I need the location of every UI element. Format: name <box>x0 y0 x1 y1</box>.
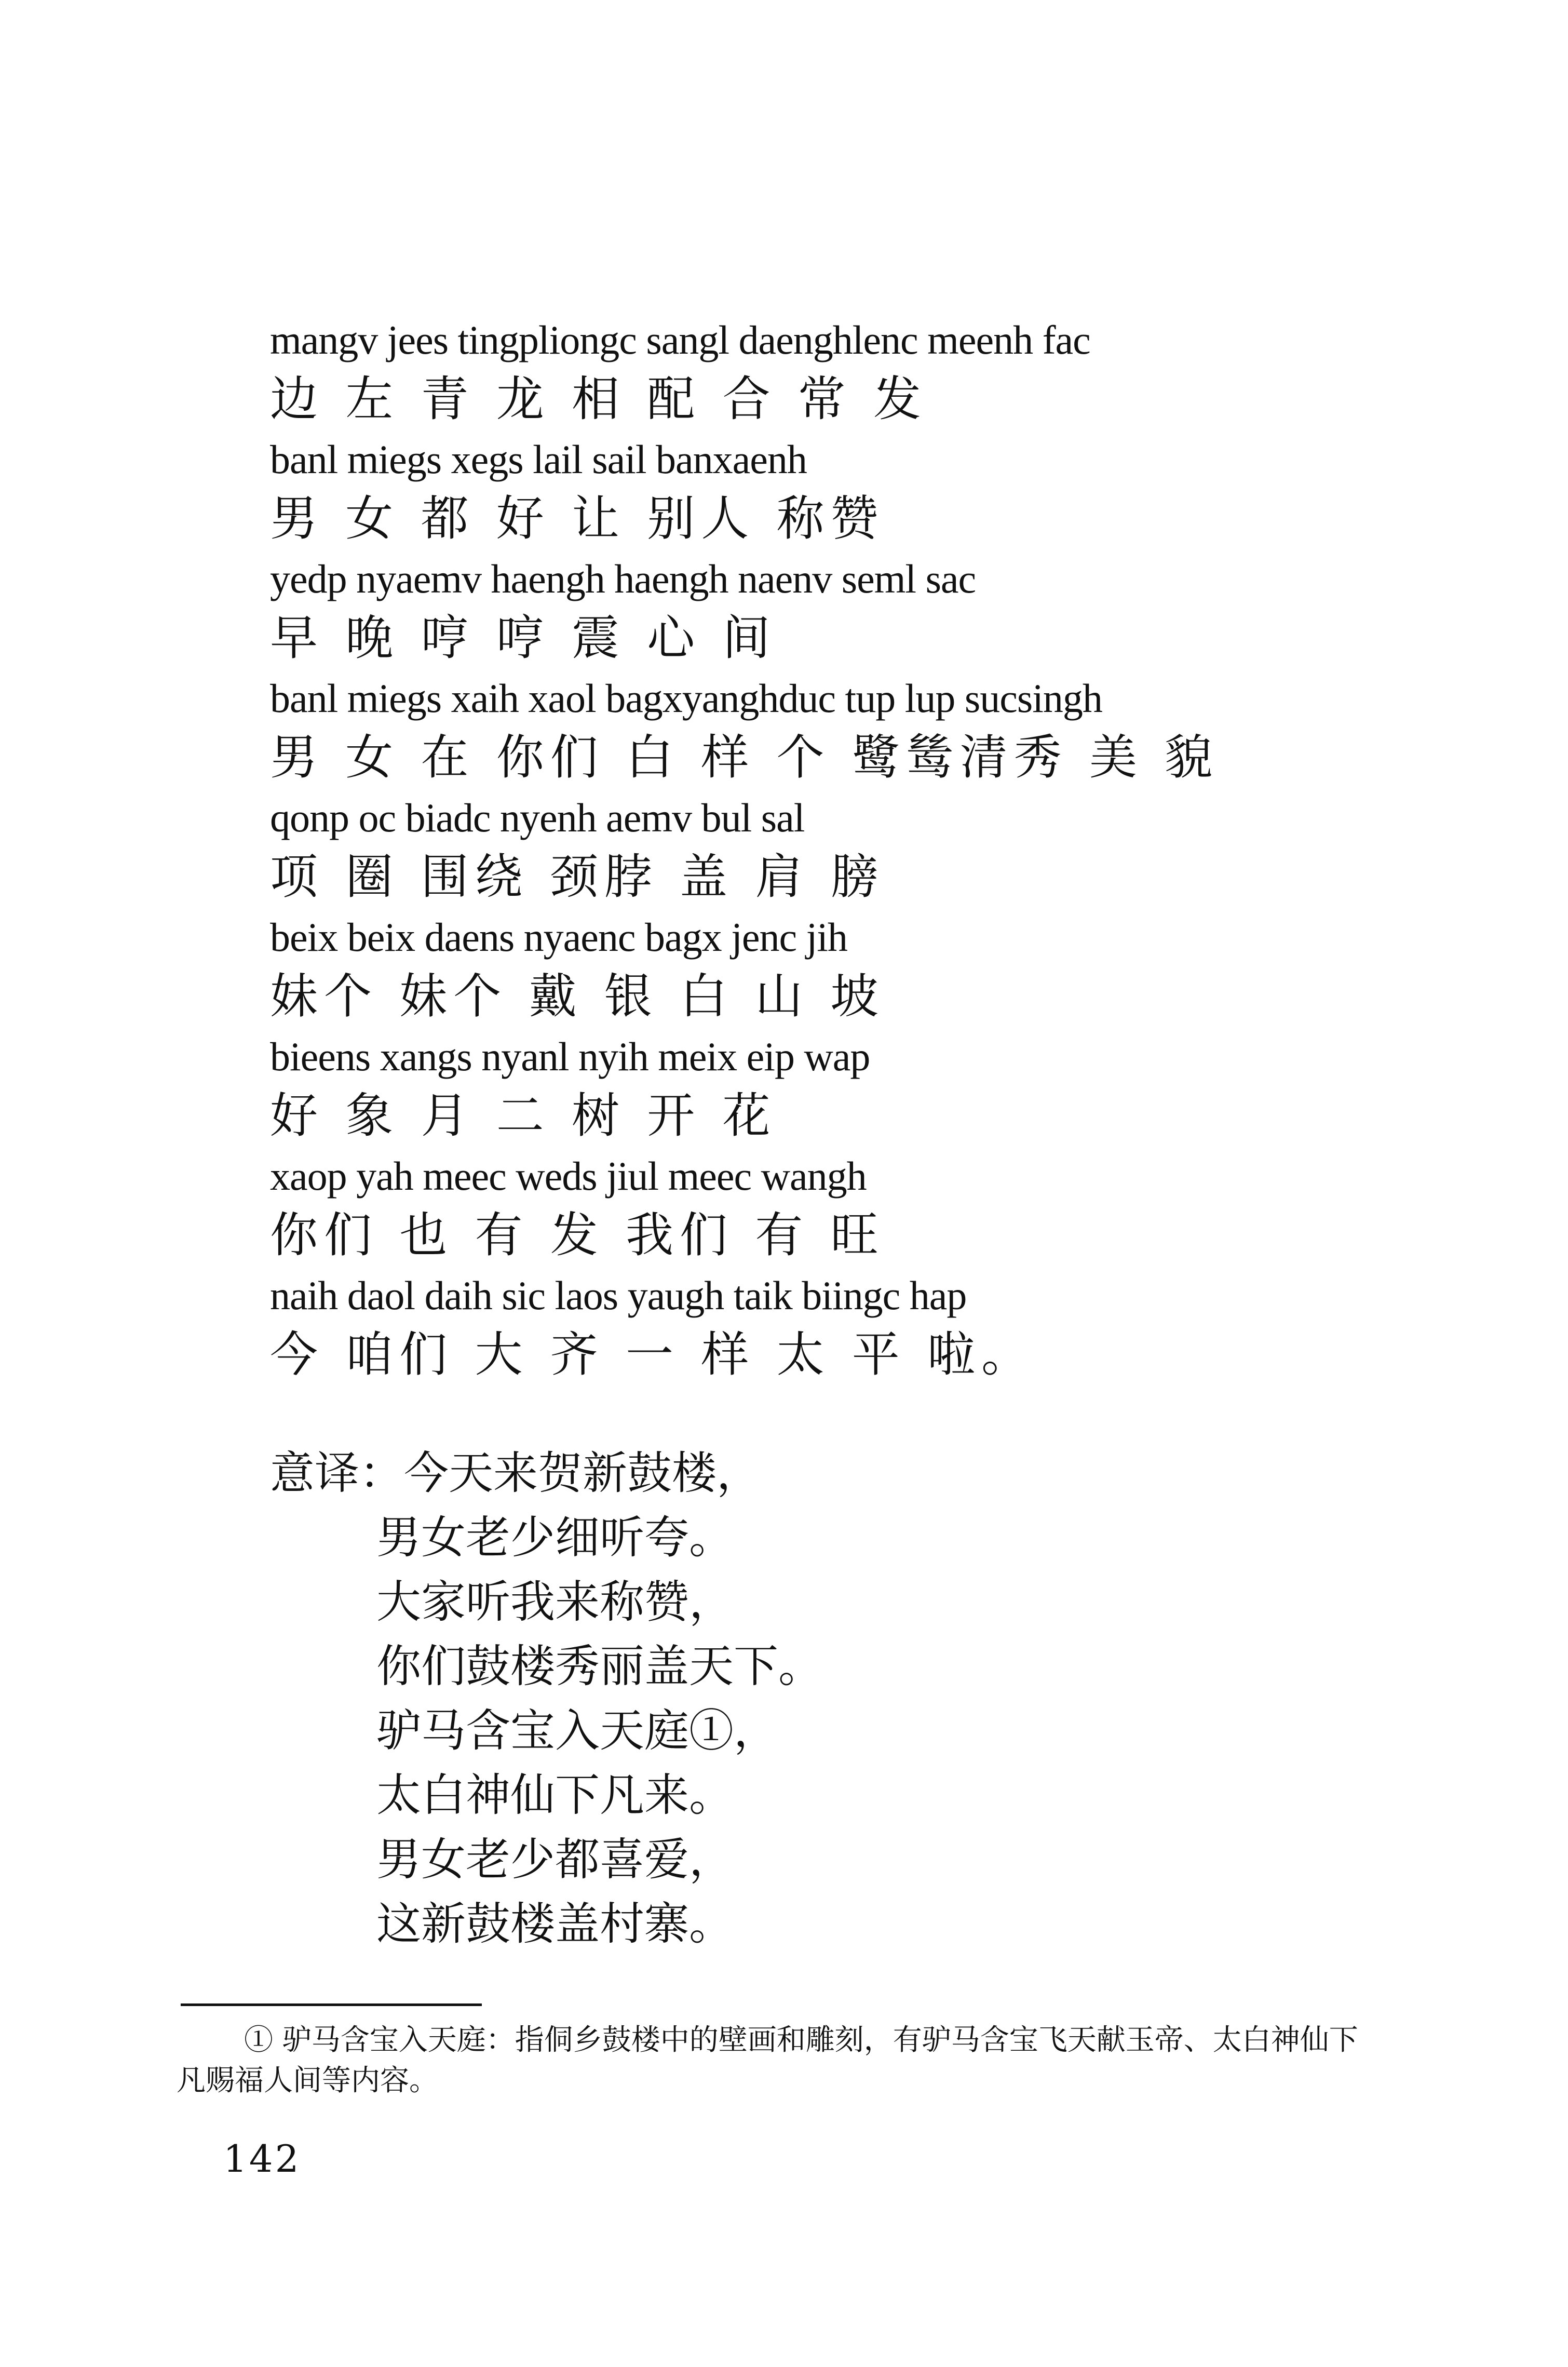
romanized-line: beix beix daens nyaenc bagx jenc jih <box>270 914 847 960</box>
translation-line: 大家听我来称赞， <box>376 1576 734 1628</box>
translation-line: 你们鼓楼秀丽盖天下。 <box>376 1640 823 1692</box>
footnote: ① 驴马含宝入天庭：指侗乡鼓楼中的壁画和雕刻，有驴马含宝飞天献玉帝、太白神仙下凡赐福人间等内容。 <box>177 2023 1358 2097</box>
translation-line: 太白神仙下凡来。 <box>376 1769 734 1821</box>
romanized-line: yedp nyaemv haengh haengh naenv seml sac <box>270 556 976 601</box>
chinese-gloss-line: 男 女 在 你们 白 样 个 鹭鸶清秀 美 貌 <box>270 730 1219 785</box>
page-number: 142 <box>223 2137 301 2181</box>
romanized-line: banl miegs xegs lail sail banxaenh <box>270 437 807 482</box>
bilingual-verse <box>270 312 1308 1387</box>
chinese-gloss-line: 项 圈 围绕 颈脖 盖 肩 膀 <box>270 849 885 905</box>
chinese-gloss-line: 早 晚 哼 哼 震 心 间 <box>270 610 777 666</box>
romanized-line: bieens xangs nyanl nyih meix eip wap <box>270 1034 870 1079</box>
chinese-gloss-line: 好 象 月 二 树 开 花 <box>270 1088 777 1144</box>
chinese-gloss-line: 男 女 都 好 让 别人 称赞 <box>270 491 885 546</box>
translation-line: 这新鼓楼盖村寨。 <box>376 1898 734 1950</box>
romanized-line: banl miegs xaih xaol bagxyanghduc tup lup sucsingh <box>270 676 1102 721</box>
romanized-line: xaop yah meec weds jiul meec wangh <box>270 1153 867 1199</box>
chinese-gloss-line: 你们 也 有 发 我们 有 旺 <box>270 1207 885 1263</box>
translation-line: 男女老少细听夸。 <box>376 1512 734 1564</box>
translation-line: 驴马含宝入天庭①， <box>376 1705 778 1757</box>
translation-line: 今天来贺新鼓楼， <box>404 1447 761 1499</box>
translation-label: 意译： <box>270 1447 404 1499</box>
chinese-gloss-line: 边 左 青 龙 相 配 合 常 发 <box>270 371 927 427</box>
translation-first-line <box>270 1441 1360 1505</box>
romanized-line: naih daol daih sic laos yaugh taik biingc hap <box>270 1273 967 1318</box>
chinese-gloss-line: 今 咱们 大 齐 一 样 太 平 啦。 <box>270 1327 1035 1382</box>
chinese-gloss-line: 妹个 妹个 戴 银 白 山 坡 <box>270 969 885 1024</box>
romanized-line: qonp oc biadc nyenh aemv bul sal <box>270 795 805 840</box>
footnote-separator <box>181 2003 482 2006</box>
free-translation <box>270 1441 1360 1956</box>
translation-line: 男女老少都喜爱， <box>376 1834 734 1886</box>
romanized-line: mangv jees tingpliongc sangl daenghlenc meenh fac <box>270 317 1090 362</box>
